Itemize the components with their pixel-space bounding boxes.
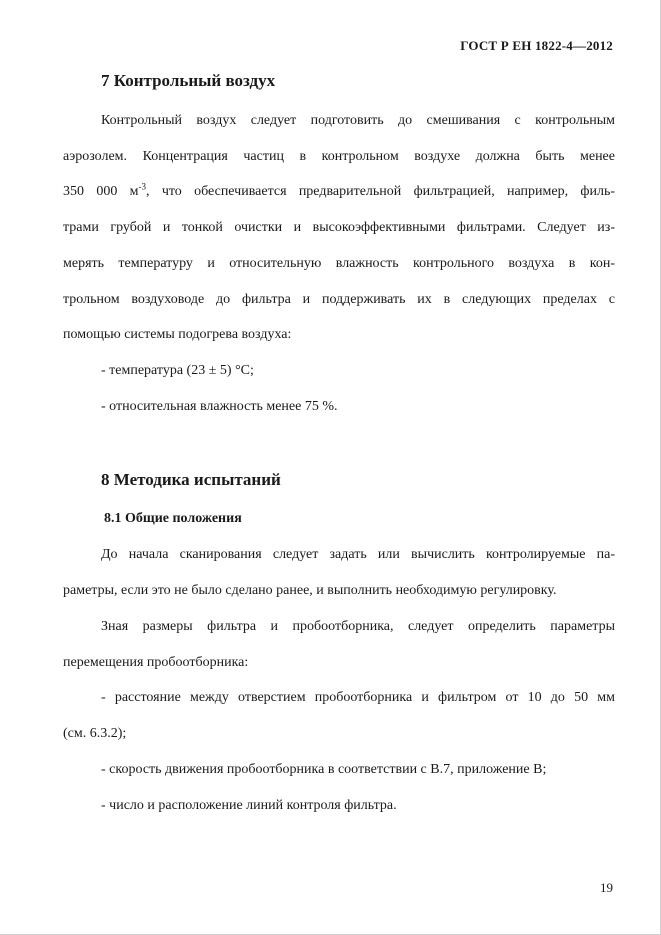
paragraph-line: аэрозолем. Концентрация частиц в контрольном воздухе должна быть менее	[63, 149, 615, 164]
document-code-header: ГОСТ Р ЕН 1822-4—2012	[460, 38, 613, 53]
concentration-value: 350 000 м	[63, 184, 139, 199]
paragraph-line-with-superscript	[63, 183, 615, 201]
list-item: - число и расположение линий контроля фильтра.	[101, 798, 397, 813]
paragraph-line: Зная размеры фильтра и пробоотборника, следует определить параметры	[101, 619, 615, 634]
paragraph-line: трами грубой и тонкой очистки и высокоэффективными фильтрами. Следует из-	[63, 220, 615, 235]
paragraph-line: мерять температуру и относительную влажность контрольного воздуха в кон-	[63, 256, 615, 271]
paragraph-line: перемещения пробоотборника:	[63, 655, 249, 670]
paragraph-line: помощью системы подогрева воздуха:	[63, 327, 292, 342]
list-item: - относительная влажность менее 75 %.	[101, 399, 338, 414]
list-item-continuation: (см. 6.3.2);	[63, 726, 127, 741]
list-item: - температура (23 ± 5) °С;	[101, 363, 254, 378]
subsection-8-1-heading: 8.1 Общие положения	[104, 511, 242, 526]
paragraph-line: Контрольный воздух следует подготовить до смешивания с контрольным	[101, 113, 615, 128]
page-number: 19	[600, 880, 613, 895]
paragraph-line: трольном воздуховоде до фильтра и поддерживать их в следующих пределах с	[63, 292, 615, 307]
line-continuation: , что обеспечивается предварительной фильтрацией, например, филь-	[146, 184, 615, 199]
section-8-heading: 8 Методика испытаний	[101, 470, 281, 489]
list-item: - скорость движения пробоотборника в соответствии с В.7, приложение В;	[101, 762, 547, 777]
paragraph-line: раметры, если это не было сделано ранее, и выполнить необходимую регулировку.	[63, 583, 557, 598]
paragraph-line: До начала сканирования следует задать или вычислить контролируемые па-	[101, 547, 615, 562]
exponent: -3	[138, 181, 146, 192]
list-item: - расстояние между отверстием пробоотборника и фильтром от 10 до 50 мм	[101, 690, 615, 705]
section-7-heading: 7 Контрольный воздух	[101, 71, 276, 90]
